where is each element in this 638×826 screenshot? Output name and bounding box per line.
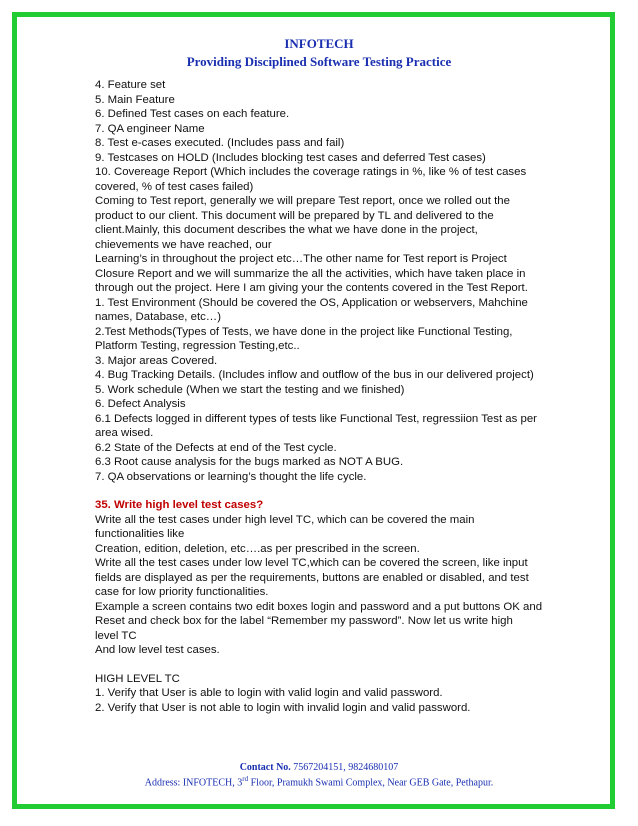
text-line: chievements we have reached, our <box>95 238 272 251</box>
text-line: HIGH LEVEL TC <box>95 672 180 685</box>
text-line: product to our client. This document will be prepared by TL and delivered to the <box>95 209 494 222</box>
text-line: 5. Main Feature <box>95 93 175 106</box>
question-heading: 35. Write high level test cases? <box>95 499 264 511</box>
text-line: Example a screen contains two edit boxes login and password and a put buttons OK and <box>95 600 543 613</box>
contact-numbers: 7567204151, 9824680107 <box>290 762 399 773</box>
document-body <box>95 78 555 715</box>
address-sup: rd <box>242 775 249 783</box>
text-line: area wised. <box>95 427 154 439</box>
text-line: Write all the test cases under low level TC,which can be covered the screen, like input <box>95 557 528 569</box>
text-line: Creation, edition, deletion, etc….as per prescribed in the screen. <box>95 542 420 555</box>
text-line: 2. Verify that User is not able to login with invalid login and valid password. <box>95 701 471 714</box>
text-line: Platform Testing, regression Testing,etc.. <box>95 340 300 352</box>
text-line: case for low priority functionalities. <box>95 586 269 598</box>
address-prefix: Address: INFOTECH, 3 <box>144 777 243 789</box>
address-suffix: Floor, Pramukh Swami Complex, Near GEB Gate, Pethapur. <box>248 777 494 789</box>
text-line: 2.Test Methods(Types of Tests, we have done in the project like Functional Testing, <box>95 325 513 338</box>
text-line: 6.1 Defects logged in different types of tests like Functional Test, regressiion Test as per <box>95 412 537 425</box>
text-line: 1. Verify that User is able to login with valid login and valid password. <box>95 687 443 699</box>
page-subtitle: Providing Disciplined Software Testing Practice <box>186 54 452 69</box>
text-line: 5. Work schedule (When we start the testing and we finished) <box>95 383 405 396</box>
text-line: 7. QA engineer Name <box>95 122 205 135</box>
footer-contact <box>0 762 638 773</box>
text-block-high-level-tc <box>95 672 555 716</box>
text-line: functionalities like <box>95 528 185 540</box>
text-line: names, Database, etc…) <box>95 311 221 323</box>
text-line: Closure Report and we will summarize the all the activities, which have taken place in <box>95 267 526 280</box>
text-block-answer <box>95 513 555 658</box>
text-line: through out the project. Here I am giving your the contents covered in the Test Report. <box>95 282 528 294</box>
text-line: 8. Test e-cases executed. (Includes pass and fail) <box>95 137 345 149</box>
contact-label: Contact No. <box>239 762 291 773</box>
text-line: And low level test cases. <box>95 644 220 656</box>
text-line: Write all the test cases under high level TC, which can be covered the main <box>95 513 475 526</box>
footer-address <box>0 775 638 788</box>
text-line: 4. Feature set <box>95 79 166 91</box>
text-line: 1. Test Environment (Should be covered the OS, Application or webservers, Mahchine <box>95 296 528 309</box>
text-line: 6.3 Root cause analysis for the bugs marked as NOT A BUG. <box>95 456 404 468</box>
text-line: 7. QA observations or learning’s thought the life cycle. <box>95 470 367 483</box>
text-line: fields are displayed as per the requirements, buttons are enabled or disabled, and test <box>95 571 529 584</box>
text-line: 9. Testcases on HOLD (Includes blocking test cases and deferred Test cases) <box>95 151 486 164</box>
text-line: Coming to Test report, generally we will prepare Test report, once we rolled out the <box>95 195 510 207</box>
text-line: covered, % of test cases failed) <box>95 180 254 193</box>
text-line: 6. Defect Analysis <box>95 398 186 410</box>
text-line: 4. Bug Tracking Details. (Includes inflow and outflow of the bus in our delivered project) <box>95 369 534 381</box>
text-line: Learning’s in throughout the project etc…The other name for Test report is Project <box>95 253 507 265</box>
text-line: 3. Major areas Covered. <box>95 354 218 367</box>
text-line: 10. Covereage Report (Which includes the coverage ratings in %, like % of test cases <box>95 166 527 178</box>
text-line: Reset and check box for the label “Remember my password”. Now let us write high <box>95 615 513 627</box>
text-line: 6. Defined Test cases on each feature. <box>95 108 290 120</box>
text-line: client.Mainly, this document describes the what we have done in the project, <box>95 224 478 236</box>
text-block-report-contents <box>95 78 555 484</box>
text-line: 6.2 State of the Defects at end of the Test cycle. <box>95 441 337 454</box>
page-title: INFOTECH <box>284 36 354 51</box>
text-line: level TC <box>95 629 137 642</box>
